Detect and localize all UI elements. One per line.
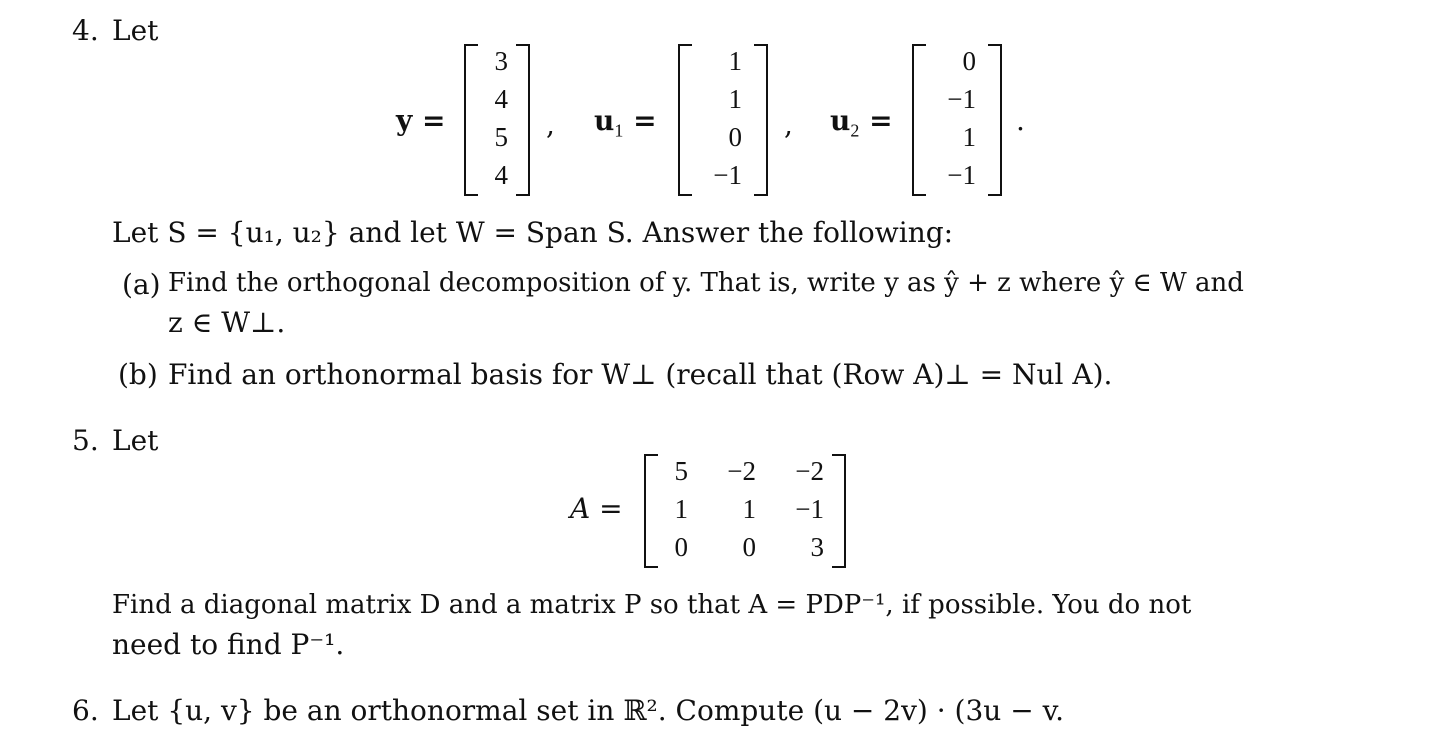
vector-u2-label: $u_2$ = (830, 104, 893, 141)
matrix-a-entry: 0 (742, 532, 756, 562)
problem-5-line1: Find a diagonal matrix D and a matrix P so that A = PDP⁻¹, if possible. You do not (112, 590, 1192, 620)
part-b-line1: Find an orthonormal basis for W⊥ (recall that (Row A)⊥ = Nul A). (168, 358, 1113, 391)
matrix-a (644, 454, 846, 568)
matrix-a-entry: 1 (674, 494, 688, 524)
problem-6-number: 6. (72, 694, 99, 727)
vector-u1-entry: 1 (728, 46, 742, 76)
matrix-a-entry: 3 (810, 532, 824, 562)
vector-u2 (912, 44, 1002, 196)
part-a-line2: z ∈ W⊥. (168, 306, 286, 339)
vector-u2-entry: −1 (947, 84, 976, 114)
vector-u1-entry: 1 (728, 84, 742, 114)
vector-y-entry: 5 (494, 122, 508, 152)
matrix-a-entry: −2 (727, 456, 756, 486)
part-b-label: (b) (118, 358, 158, 391)
problem-5-line2: need to find P⁻¹. (112, 628, 345, 661)
vector-y-entry: 3 (494, 46, 508, 76)
problem-6-text: Let {u, v} be an orthonormal set in ℝ². Compute (u − 2v) · (3u − v. (112, 694, 1064, 727)
problem-5-number: 5. (72, 424, 99, 457)
vector-u2-entry: 0 (962, 46, 976, 76)
matrix-a-entry: −2 (795, 456, 824, 486)
vector-y (464, 44, 530, 196)
matrix-a-entry: 1 (742, 494, 756, 524)
vector-u1-entry: −1 (713, 160, 742, 190)
part-a-label: (a) (122, 268, 161, 301)
vector-y-entry: 4 (494, 84, 508, 114)
vector-u1-entry: 0 (728, 122, 742, 152)
vector-y-entry: 4 (494, 160, 508, 190)
matrix-a-entry: 0 (674, 532, 688, 562)
matrix-a-entry: 5 (674, 456, 688, 486)
matrix-a-entry: −1 (795, 494, 824, 524)
problem-5-intro: Let (112, 424, 159, 457)
vector-y-label: y = (396, 104, 446, 137)
problem-4-number: 4. (72, 14, 99, 47)
matrix-a-label: A = (570, 492, 623, 525)
vector-u1-label: $u_1$ = (594, 104, 657, 141)
vector-u2-entry: −1 (947, 160, 976, 190)
problem-4-intro: Let (112, 14, 159, 47)
vector-u1 (678, 44, 768, 196)
problem-4-statement: Let S = {u₁, u₂} and let W = Span S. Answer the following: (112, 216, 954, 249)
vector-u2-entry: 1 (962, 122, 976, 152)
part-a-line1: Find the orthogonal decomposition of y. That is, write y as ŷ + z where ŷ ∈ W and (168, 268, 1244, 298)
